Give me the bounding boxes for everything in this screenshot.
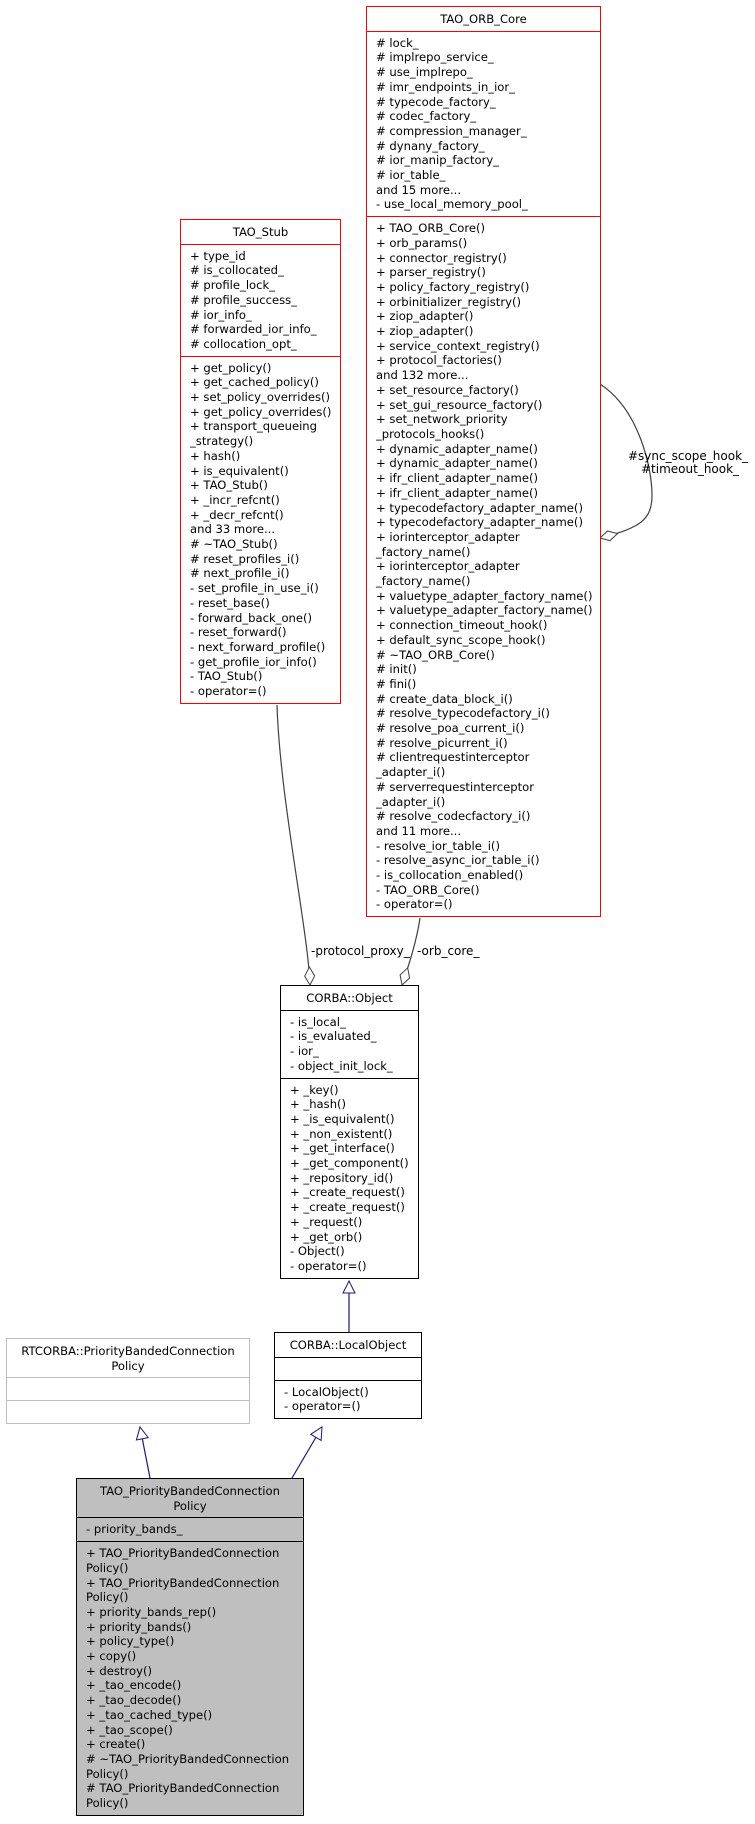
member-row: + _decr_refcnt() — [190, 507, 284, 522]
member-row: + TAO_PriorityBandedConnection Policy() — [86, 1546, 280, 1575]
operation-list — [77, 1541, 303, 1815]
class-corba-object[interactable] — [280, 985, 419, 1279]
operation-list — [367, 216, 600, 916]
edge-label-timeout-hook: #timeout_hook_ — [641, 462, 740, 476]
member-row: + iorinterceptor_adapter _factory_name() — [376, 529, 520, 559]
member-row: - is_local_ — [290, 1014, 346, 1029]
operation-list — [181, 356, 340, 703]
member-row: - object_init_lock_ — [290, 1058, 393, 1073]
member-row: + set_resource_factory() — [376, 382, 519, 397]
member-row: + typecodefactory_adapter_name() — [376, 515, 583, 530]
member-row: + _get_interface() — [290, 1141, 395, 1156]
attribute-list — [367, 31, 600, 216]
member-row: - Object() — [290, 1244, 345, 1259]
member-row: # TAO_PriorityBandedConnection Policy() — [86, 1781, 280, 1811]
member-row: # typecode_factory_ — [376, 94, 496, 109]
member-row: - LocalObject() — [284, 1384, 369, 1399]
member-row: and 33 more... — [190, 522, 276, 537]
member-row: - resolve_async_ior_table_i() — [376, 853, 540, 868]
member-row: + _repository_id() — [290, 1170, 394, 1185]
member-row: + set_policy_overrides() — [190, 390, 331, 405]
class-title: CORBA::Object — [306, 991, 393, 1005]
class-title: RTCORBA::PriorityBandedConnection Policy — [21, 1344, 235, 1373]
member-row: + ifr_client_adapter_name() — [376, 471, 539, 486]
member-row: + _get_component() — [290, 1156, 409, 1171]
member-row: # lock_ — [376, 35, 419, 50]
member-row: + is_equivalent() — [190, 463, 289, 478]
class-rtcorba-policy[interactable] — [6, 1338, 250, 1424]
member-row: # reset_profiles_i() — [190, 551, 300, 566]
edge-label-orb-core: -orb_core_ — [417, 944, 480, 958]
member-row: + ifr_client_adapter_name() — [376, 485, 539, 500]
member-row: + _tao_scope() — [86, 1722, 173, 1737]
member-row: # is_collocated_ — [190, 263, 284, 278]
class-title: TAO_Stub — [232, 225, 289, 239]
member-row: - is_collocation_enabled() — [376, 868, 524, 883]
member-row: + priority_bands() — [86, 1619, 192, 1634]
member-row: + TAO_Stub() — [190, 478, 268, 493]
member-row: + ziop_adapter() — [376, 324, 474, 339]
member-row: # resolve_typecodefactory_i() — [376, 706, 550, 721]
member-row: - operator=() — [290, 1258, 367, 1273]
member-row: + dynamic_adapter_name() — [376, 456, 538, 471]
attribute-list — [181, 244, 340, 356]
member-row: + _create_request() — [290, 1200, 405, 1215]
member-row: # ~TAO_ORB_Core() — [376, 647, 495, 662]
member-row: + parser_registry() — [376, 265, 486, 280]
member-row: + create() — [86, 1737, 146, 1752]
member-row: # profile_lock_ — [190, 278, 276, 293]
member-row: + hash() — [190, 448, 241, 463]
member-row: # imr_endpoints_in_ior_ — [376, 79, 515, 94]
edge-tao-to-rtcorba — [140, 1427, 150, 1478]
member-row: + service_context_registry() — [376, 338, 540, 353]
member-row: - TAO_ORB_Core() — [376, 882, 480, 897]
member-row: + _tao_cached_type() — [86, 1707, 213, 1722]
class-tao-priority-banded-connection-policy[interactable] — [76, 1478, 304, 1816]
member-row: - reset_base() — [190, 595, 270, 610]
member-row: - operator=() — [190, 684, 267, 699]
member-row: # init() — [376, 662, 417, 677]
member-row: + typecodefactory_adapter_name() — [376, 500, 583, 515]
member-row: # codec_factory_ — [376, 109, 477, 124]
member-row: # compression_manager_ — [376, 123, 527, 138]
member-row: - operator=() — [376, 897, 453, 912]
member-row: + policy_factory_registry() — [376, 279, 530, 294]
member-row: # create_data_block_i() — [376, 691, 513, 706]
member-row: # ~TAO_Stub() — [190, 537, 278, 552]
member-row: # ior_table_ — [376, 168, 446, 183]
member-row: # resolve_codecfactory_i() — [376, 809, 531, 824]
class-tao-stub[interactable] — [180, 219, 341, 704]
member-row: + connector_registry() — [376, 250, 507, 265]
member-row: # fini() — [376, 676, 417, 691]
member-row: # ior_info_ — [190, 307, 252, 322]
edge-label-sync-scope-hook: #sync_scope_hook_ — [628, 449, 749, 463]
member-row: + ziop_adapter() — [376, 309, 474, 324]
class-tao-orb-core[interactable] — [366, 6, 601, 917]
member-row: + set_network_priority _protocols_hooks() — [376, 412, 508, 441]
member-row: - is_evaluated_ — [290, 1029, 377, 1044]
member-row: + transport_queueing _strategy() — [190, 419, 318, 449]
member-row: + destroy() — [86, 1663, 152, 1678]
member-row: - resolve_ior_table_i() — [376, 838, 500, 853]
edge-tao-to-localobject — [292, 1427, 322, 1478]
member-row: + _non_existent() — [290, 1126, 393, 1141]
member-row: # resolve_poa_current_i() — [376, 721, 525, 736]
member-row: - TAO_Stub() — [190, 669, 263, 684]
member-row: # next_profile_i() — [190, 566, 290, 581]
attribute-list — [275, 1357, 421, 1380]
class-title: CORBA::LocalObject — [289, 1338, 407, 1352]
member-row: + _tao_encode() — [86, 1678, 182, 1693]
member-row: # use_implrepo_ — [376, 65, 473, 80]
member-row: # profile_success_ — [190, 292, 297, 307]
member-row: + _create_request() — [290, 1185, 405, 1200]
member-row: # clientrequestinterceptor _adapter_i() — [376, 750, 530, 780]
member-row: + get_cached_policy() — [190, 375, 319, 390]
edge-stub-to-object — [277, 705, 310, 985]
class-title: TAO_ORB_Core — [440, 12, 527, 26]
member-row: + TAO_PriorityBandedConnection Policy() — [86, 1575, 280, 1605]
member-row: + iorinterceptor_adapter _factory_name() — [376, 559, 520, 589]
member-row: and 11 more... — [376, 823, 462, 838]
member-row: + orbinitializer_registry() — [376, 294, 521, 309]
attribute-list — [77, 1517, 303, 1541]
member-row: - reset_forward() — [190, 625, 287, 640]
member-row: + _tao_decode() — [86, 1693, 182, 1708]
member-row: + type_id — [190, 248, 246, 263]
member-row: - priority_bands_ — [86, 1522, 183, 1537]
member-row: + protocol_factories() — [376, 353, 502, 368]
member-row: + _key() — [290, 1082, 339, 1097]
member-row: # serverrequestinterceptor _adapter_i() — [376, 779, 534, 809]
member-row: and 15 more... — [376, 182, 462, 197]
member-row: and 132 more... — [376, 368, 469, 383]
member-row: # ~TAO_PriorityBandedConnection Policy() — [86, 1751, 290, 1781]
member-row: + _hash() — [290, 1097, 347, 1112]
member-row: + _incr_refcnt() — [190, 492, 280, 507]
member-row: - get_profile_ior_info() — [190, 654, 317, 669]
member-row: + _request() — [290, 1214, 363, 1229]
edge-label-protocol-proxy: -protocol_proxy_ — [311, 944, 410, 958]
class-corba-localobject[interactable] — [274, 1332, 422, 1419]
member-row: + get_policy() — [190, 360, 272, 375]
member-row: - next_forward_profile() — [190, 639, 326, 654]
member-row: + orb_params() — [376, 235, 468, 250]
operation-list — [7, 1400, 249, 1423]
member-row: + copy() — [86, 1649, 137, 1664]
member-row: + valuetype_adapter_factory_name() — [376, 588, 593, 603]
member-row: + get_policy_overrides() — [190, 404, 332, 419]
member-row: - use_local_memory_pool_ — [376, 197, 528, 212]
member-row: + connection_timeout_hook() — [376, 618, 548, 633]
member-row: - forward_back_one() — [190, 610, 313, 625]
member-row: # collocation_opt_ — [190, 336, 297, 351]
member-row: # dynany_factory_ — [376, 138, 485, 153]
member-row: + dynamic_adapter_name() — [376, 441, 538, 456]
attribute-list — [7, 1377, 249, 1400]
member-row: # forwarded_ior_info_ — [190, 322, 317, 337]
member-row: - ior_ — [290, 1044, 319, 1059]
class-title: TAO_PriorityBandedConnection Policy — [100, 1484, 280, 1513]
member-row: + _is_equivalent() — [290, 1111, 395, 1126]
operation-list — [281, 1078, 418, 1278]
member-row: + priority_bands_rep() — [86, 1604, 217, 1619]
member-row: + TAO_ORB_Core() — [376, 221, 486, 236]
member-row: + set_gui_resource_factory() — [376, 397, 543, 412]
member-row: # resolve_picurrent_i() — [376, 735, 508, 750]
member-row: + default_sync_scope_hook() — [376, 632, 546, 647]
member-row: - operator=() — [284, 1399, 361, 1414]
member-row: # ior_manip_factory_ — [376, 153, 500, 168]
member-row: + valuetype_adapter_factory_name() — [376, 603, 593, 618]
member-row: + policy_type() — [86, 1634, 175, 1649]
member-row: - set_profile_in_use_i() — [190, 581, 319, 596]
operation-list — [275, 1380, 421, 1418]
member-row: + _get_orb() — [290, 1229, 363, 1244]
attribute-list — [281, 1010, 418, 1078]
member-row: # implrepo_service_ — [376, 50, 494, 65]
